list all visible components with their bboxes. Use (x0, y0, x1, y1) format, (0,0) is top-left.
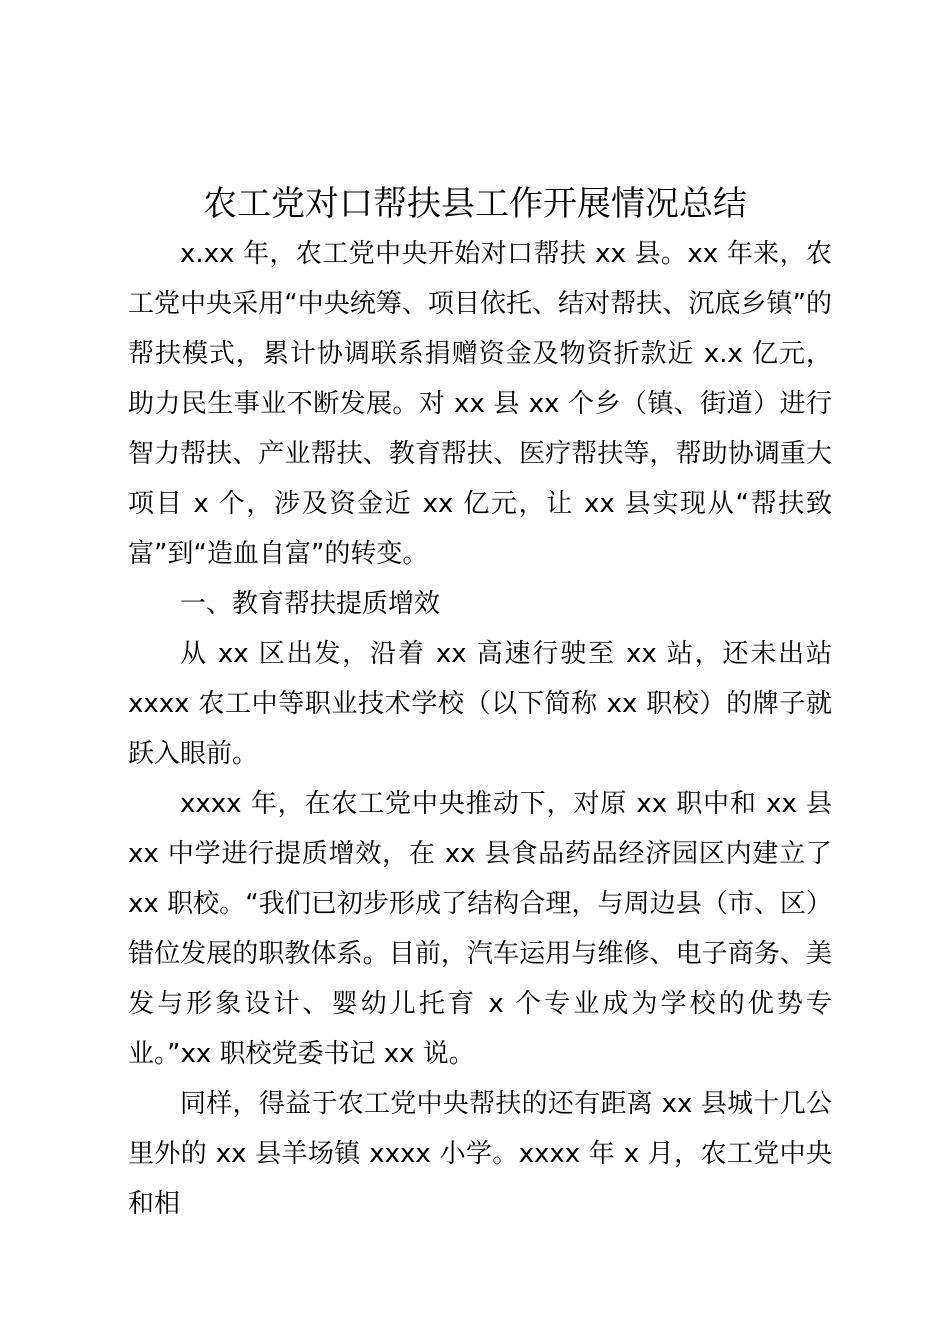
paragraph-intro: x.xx 年，农工党中央开始对口帮扶 xx 县。xx 年来，农工党中央采用“中央统筹、项目依托、结对帮扶、沉底乡镇”的帮扶模式，累计协调联系捐赠资金及物资折款近 x.x 亿元，助力民生事业不断发展。对 xx 县 xx 个乡（镇、街道）进行智力帮扶、产业帮扶、教育帮扶、医疗帮扶等，帮助协调重大项目 x 个，涉及资金近 xx 亿元，让 xx 县实现从“帮扶致富”到“造血自富”的转变。 (128, 239, 832, 569)
paragraph-vocational-school: 从 xx 区出发，沿着 xx 高速行驶至 xx 站，还未出站 xxxx 农工中等职业技术学校（以下简称 xx 职校）的牌子就跃入眼前。 (128, 639, 832, 769)
document-title: 农工党对口帮扶县工作开展情况总结 (203, 184, 747, 224)
section-heading: 一、教育帮扶提质增效 (180, 589, 441, 619)
paragraph-primary-school: 同样，得益于农工党中央帮扶的还有距离 xx 县城十几公里外的 xx 县羊场镇 xxxx 小学。xxxx 年 x 月，农工党中央和相 (128, 1089, 832, 1219)
paragraph-school-development: xxxx 年，在农工党中央推动下，对原 xx 职中和 xx 县 xx 中学进行提质增效，在 xx 县食品药品经济园区内建立了 xx 职校。“我们已初步形成了结构合理，与周边县（市、区）错位发展的职教体系。目前，汽车运用与维修、电子商务、美发与形象设计、婴幼儿托育 x 个专业成为学校的优势专业。”xx 职校党委书记 xx 说。 (128, 789, 832, 1069)
document-body (128, 229, 832, 1229)
